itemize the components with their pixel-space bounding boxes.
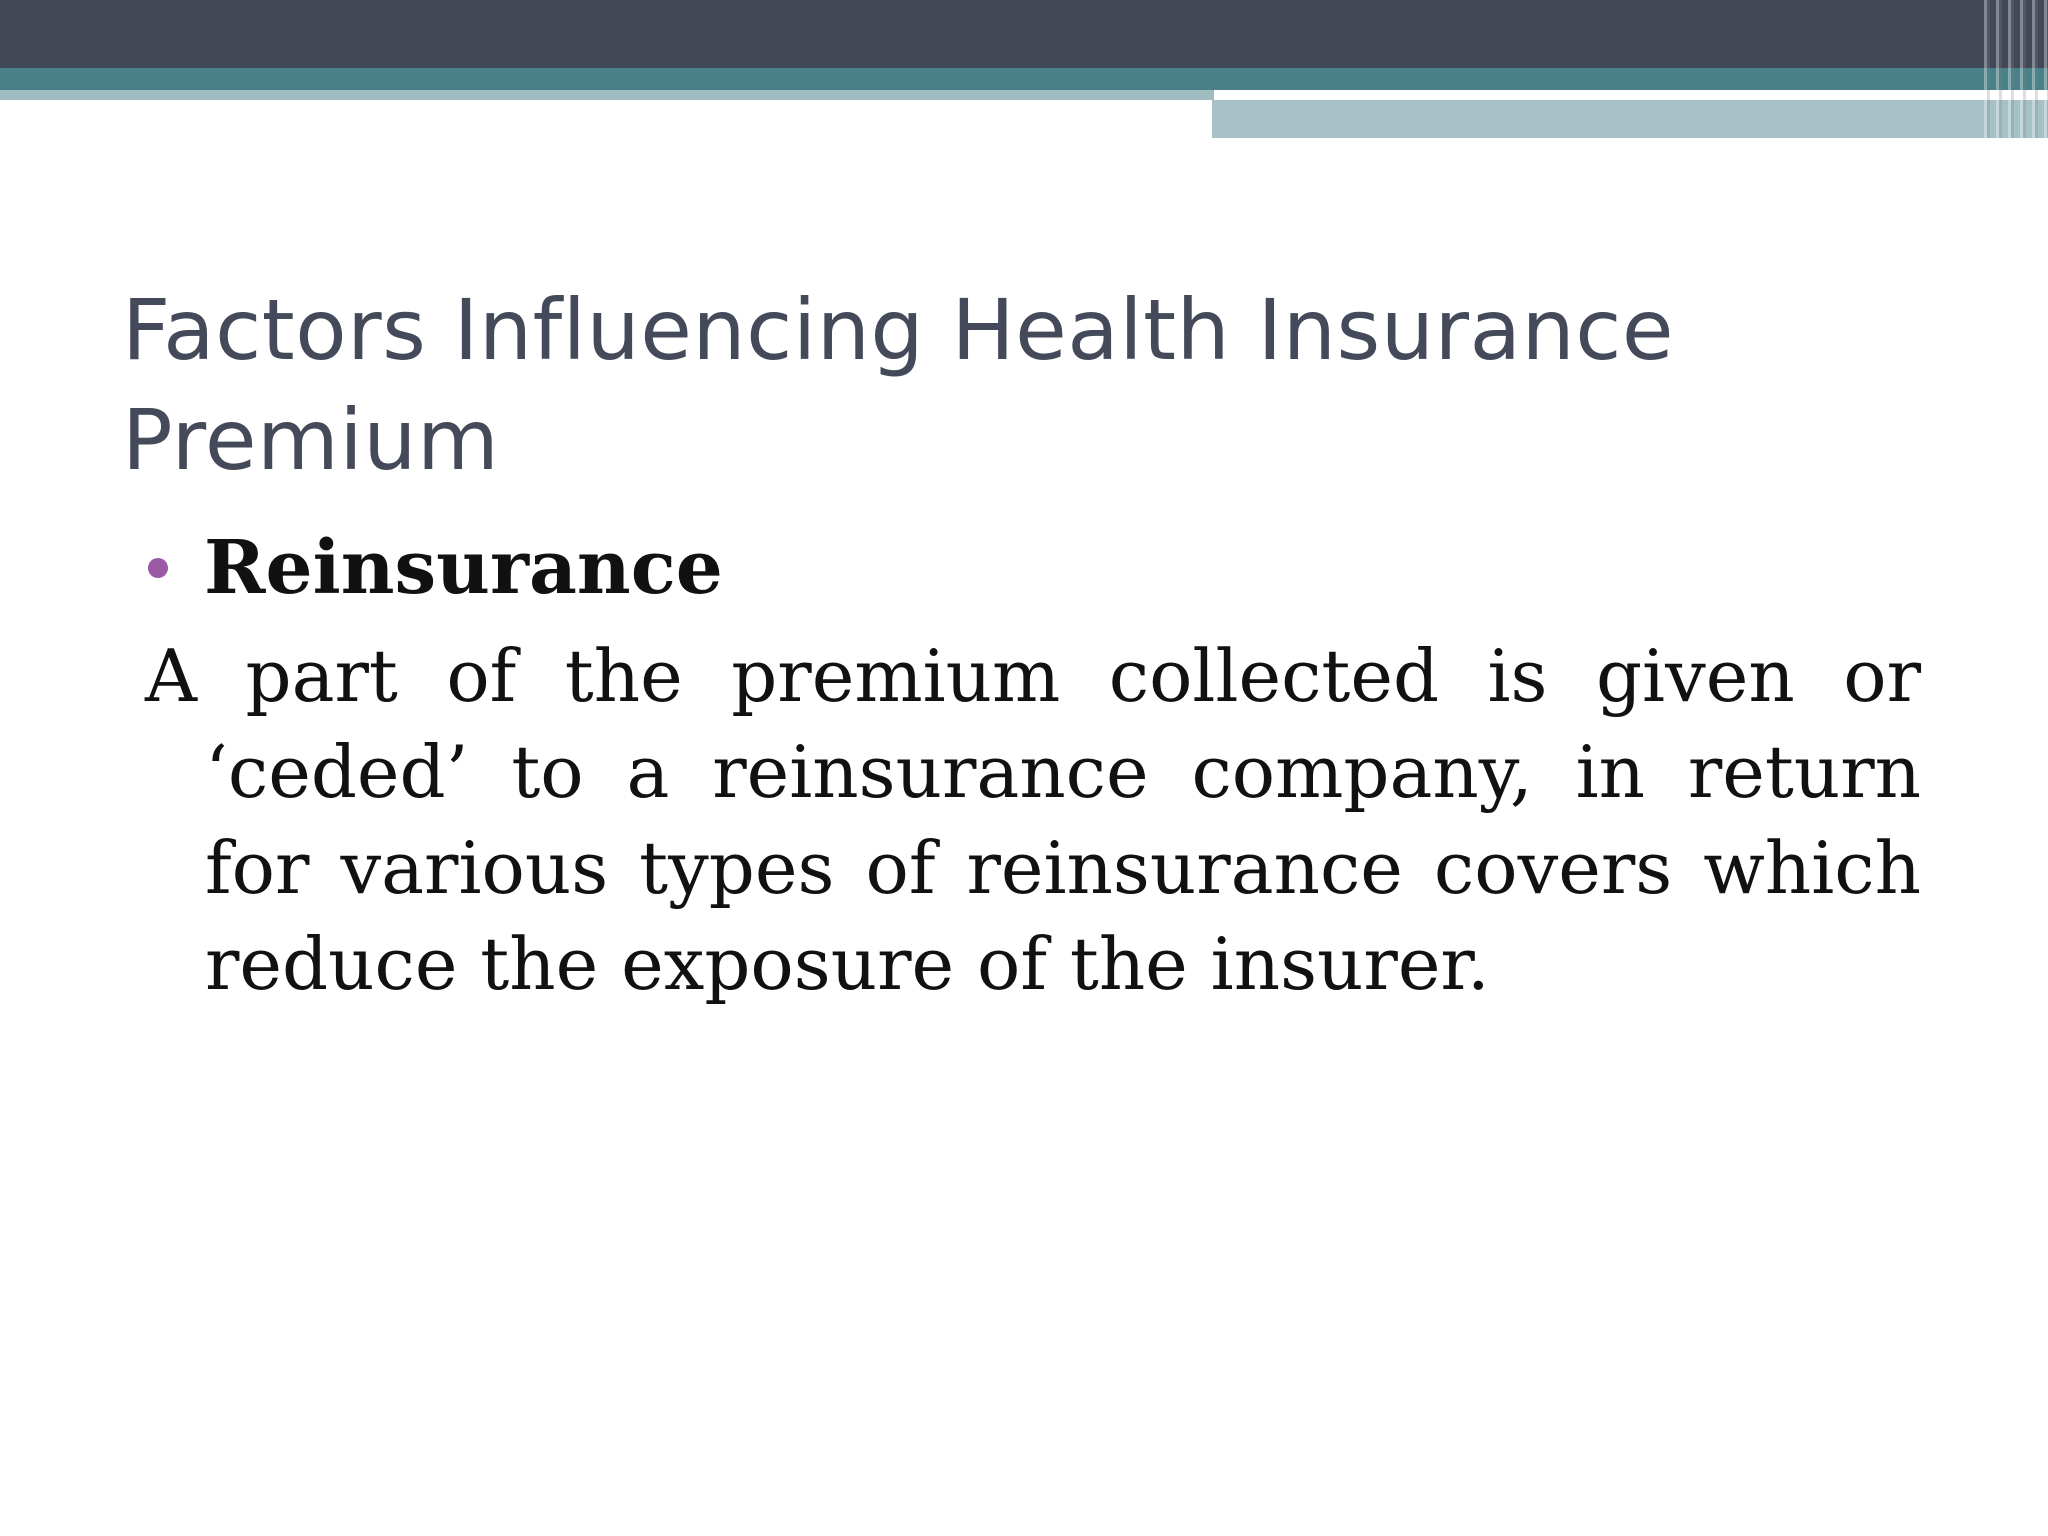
slide-title — [122, 275, 1922, 495]
header-light-band — [1212, 100, 2048, 138]
bullet-dot-icon — [148, 558, 168, 578]
bullet-item — [148, 518, 723, 618]
body-paragraph: A part of the premium collected is given or ‘ceded’ to a reinsurance company, in return for various types of reinsurance covers which reduce the exposure of the insurer. — [145, 634, 1921, 1006]
slide-title-line-2: Premium — [122, 391, 500, 489]
bullet-label: Reinsurance — [204, 525, 723, 611]
header-dark-band — [0, 0, 2048, 68]
header-thin-band — [0, 90, 1214, 100]
slide-title-line-1: Factors Influencing Health Insurance — [122, 281, 1675, 379]
header-teal-band — [0, 68, 2048, 90]
header-edge-stripes — [1978, 0, 2048, 138]
